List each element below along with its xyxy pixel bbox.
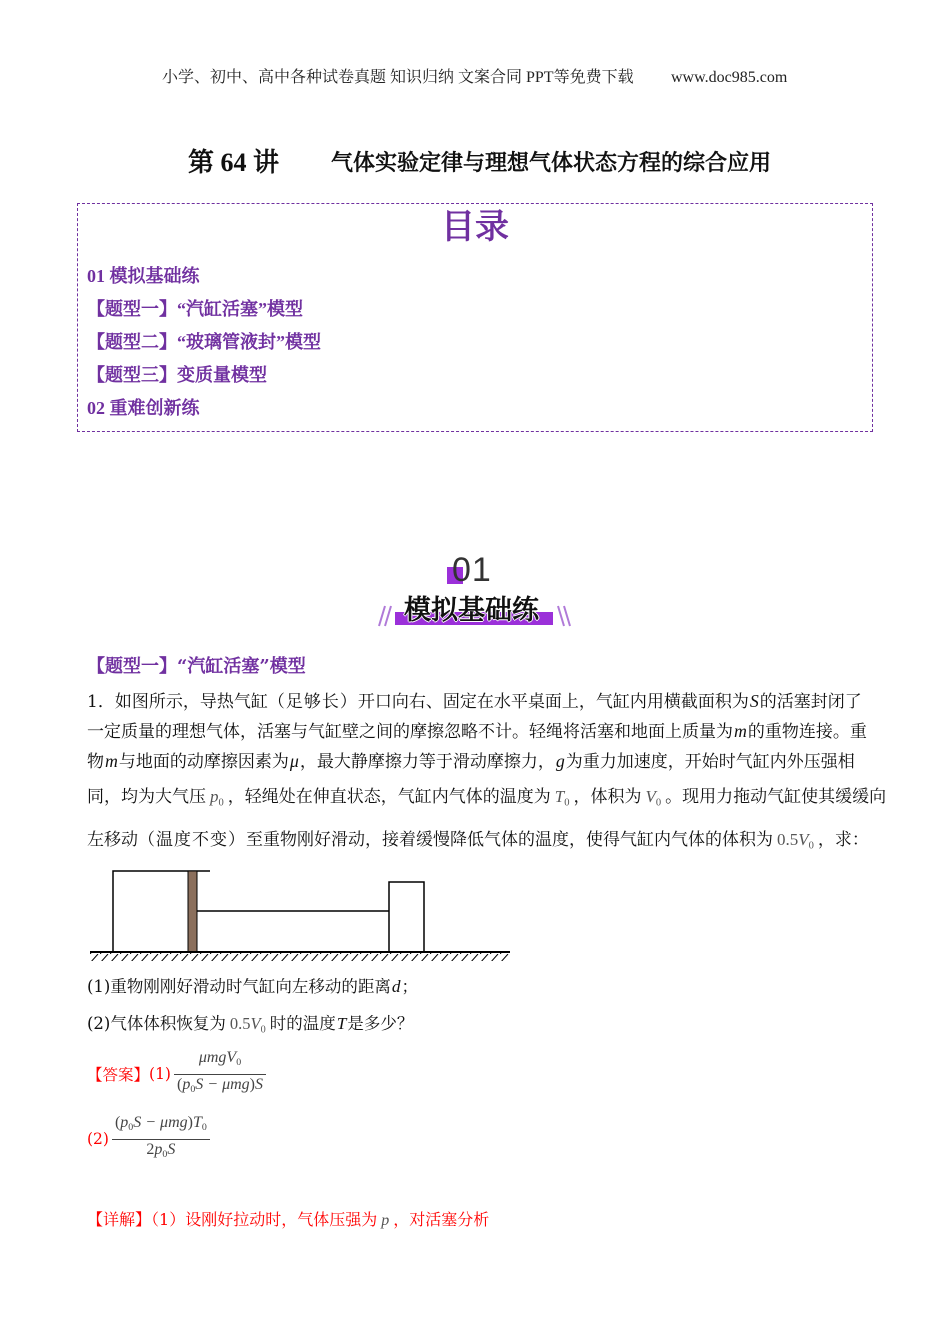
- slash-decoration-left-2: [385, 606, 391, 626]
- toc-item-type-2[interactable]: 【题型二】“玻璃管液封”模型: [87, 332, 321, 352]
- lecture-topic: 气体实验定律与理想气体状态方程的综合应用: [331, 150, 772, 176]
- coefficient-half: 0.5: [229, 1014, 251, 1033]
- toc-heading: 目录: [441, 207, 509, 247]
- problem-text-segment: ，最大静摩擦力等于滑动摩擦力，: [299, 752, 555, 772]
- subscript-0: 0: [260, 1024, 266, 1036]
- problem-text-segment: 的重物连接。重: [747, 722, 867, 742]
- fraction-denominator: [174, 1076, 266, 1099]
- symbol-S: S: [254, 1075, 263, 1093]
- problem-text-segment: ，轻绳处在伸直状态，气缸内气体的温度为: [227, 787, 551, 807]
- banner-section-name: 模拟基础练: [404, 595, 539, 626]
- symbol-half-V0: [229, 1014, 266, 1036]
- ground-hatching: [90, 953, 510, 961]
- symbol-p0: [210, 787, 224, 809]
- subscript-0: 0: [190, 1083, 196, 1095]
- symbol-d: d: [391, 977, 401, 996]
- problem-text-segment: 左移动: [87, 830, 138, 850]
- question-text-segment: ；: [401, 977, 419, 996]
- problem-text-segment: ，求：: [817, 830, 869, 850]
- subscript-0: 0: [162, 1148, 168, 1160]
- toc-item-section-01[interactable]: 01 模拟基础练: [87, 266, 200, 286]
- question-text-segment: 时的温度: [269, 1014, 336, 1033]
- coefficient-half: 0.5: [777, 830, 799, 849]
- slash-decoration-right-2: [564, 606, 570, 626]
- answer-label: 【答案】: [87, 1066, 150, 1084]
- answer-row-1: [87, 1049, 266, 1095]
- problem-text-segment: 与地面的动摩擦因素为: [118, 752, 289, 772]
- problem-parenthetical: （足够长）: [267, 692, 358, 712]
- symbol-V: V: [250, 1014, 261, 1033]
- subscript-0: 0: [201, 1122, 207, 1134]
- problem-text-segment: 的活塞封闭了: [759, 692, 862, 712]
- lecture-number: 第 64 讲: [188, 148, 280, 177]
- symbol-V: V: [798, 830, 809, 849]
- symbol-V: V: [645, 787, 656, 806]
- question-text-segment: (2)气体体积恢复为: [87, 1014, 226, 1033]
- symbol-m: m: [105, 751, 118, 771]
- slash-decoration-left-1: [379, 606, 385, 626]
- fraction-numerator: [112, 1114, 210, 1137]
- close-paren: ): [249, 1075, 255, 1093]
- symbol-T0: [554, 787, 570, 809]
- piston: [188, 871, 197, 952]
- symbol-p: p: [154, 1140, 163, 1158]
- problem-line-2: [87, 719, 867, 744]
- symbol-T: T: [554, 787, 565, 806]
- banner-slash-decorations: [370, 600, 580, 630]
- answer-part-2-label: (2): [87, 1130, 109, 1148]
- question-text-segment: (1)重物刚刚好滑动时气缸向左移动的距离: [87, 977, 391, 996]
- sub-question-2: [87, 1012, 413, 1042]
- problem-parenthetical: （温度不变）: [138, 830, 246, 850]
- toc-item-section-02[interactable]: 02 重难创新练: [87, 398, 200, 418]
- symbol-p: p: [210, 787, 219, 806]
- symbol-g: g: [555, 751, 565, 771]
- symbol-V0: [645, 787, 662, 809]
- question-text-segment: 是多少？: [347, 1014, 414, 1033]
- problem-line-1: [87, 689, 862, 714]
- problem-line-4: [87, 785, 886, 815]
- slash-decoration-right-1: [558, 606, 564, 626]
- apparatus-figure: [85, 862, 515, 964]
- close-paren: ): [187, 1114, 193, 1132]
- subscript-0: 0: [236, 1057, 242, 1069]
- subscript-0: 0: [564, 797, 570, 809]
- symbol-mu: μ: [289, 751, 299, 771]
- open-paren: (: [114, 1114, 121, 1132]
- answer-2-fraction: [112, 1114, 210, 1163]
- detail-line: [87, 1208, 489, 1233]
- subscript-0: 0: [128, 1122, 134, 1134]
- problem-text-segment: 至重物刚好滑动，接着缓慢降低气体的温度，使得气缸内气体的体积为: [246, 830, 773, 850]
- numerator-expression: S − μmg: [133, 1114, 188, 1132]
- weight-block: [389, 882, 424, 952]
- fraction-numerator: [196, 1049, 244, 1072]
- problem-line-3: [87, 749, 855, 774]
- problem-text-segment: 同，均为大气压: [87, 787, 206, 807]
- symbol-T: T: [336, 1014, 347, 1033]
- denominator-expression: S − μmg: [195, 1075, 250, 1093]
- toc-item-type-3[interactable]: 【题型三】变质量模型: [87, 365, 267, 385]
- header-promo-text: 小学、初中、高中各种试卷真题 知识归纳 文案合同 PPT等免费下载: [162, 69, 634, 86]
- symbol-p: p: [182, 1075, 191, 1093]
- problem-text-segment: 一定质量的理想气体，活塞与气缸壁之间的摩擦忽略不计。轻绳将活塞和地面上质量为: [87, 722, 733, 742]
- symbol-T: T: [192, 1114, 202, 1132]
- detail-label: 【详解】: [87, 1210, 152, 1229]
- fraction-bar: [112, 1139, 210, 1140]
- subscript-0: 0: [655, 797, 662, 809]
- problem-line-5: [87, 828, 869, 858]
- answer-part-1-label: (1): [149, 1065, 171, 1083]
- answer-1-fraction: [174, 1049, 266, 1098]
- symbol-S: S: [749, 691, 759, 711]
- symbol-m: m: [734, 721, 747, 741]
- symbol-half-V0: [777, 830, 814, 852]
- symbol-S: S: [167, 1140, 176, 1158]
- problem-text-segment: 开口向右、固定在水平桌面上，气缸内用横截面积为: [357, 692, 749, 712]
- detail-text: （1）设刚好拉动时，气体压强为: [151, 1210, 378, 1229]
- fraction-denominator: [143, 1141, 178, 1164]
- open-paren: (: [176, 1075, 183, 1093]
- coefficient-2: 2: [146, 1140, 155, 1158]
- toc-list: [87, 260, 321, 425]
- symbol-p: p: [120, 1114, 129, 1132]
- subscript-0: 0: [808, 840, 814, 852]
- problem-text-segment: 1．如图所示，导热气缸: [87, 692, 268, 712]
- fraction-bar: [174, 1074, 266, 1075]
- detail-text: ，对活塞分析: [393, 1210, 490, 1229]
- toc-item-type-1[interactable]: 【题型一】“汽缸活塞”模型: [87, 299, 303, 319]
- banner-section-number: 01: [452, 551, 492, 589]
- symbol-p: [381, 1212, 389, 1229]
- question-type-heading: 【题型一】“汽缸活塞”模型: [87, 656, 306, 677]
- symbol-p-letter: p: [381, 1212, 390, 1229]
- answer-row-2: [87, 1114, 210, 1160]
- problem-text-segment: 。现用力拖动气缸使其缓缓向: [665, 787, 887, 807]
- sub-question-1: [87, 975, 418, 999]
- problem-text-segment: ，体积为: [573, 787, 642, 807]
- problem-text-segment: 物: [87, 752, 104, 772]
- header-site-url: www.doc985.com: [671, 69, 788, 86]
- problem-text-segment: 为重力加速度，开始时气缸内外压强相: [565, 752, 855, 772]
- numerator-expression: μmgV: [198, 1049, 237, 1067]
- subscript-0: 0: [218, 797, 224, 809]
